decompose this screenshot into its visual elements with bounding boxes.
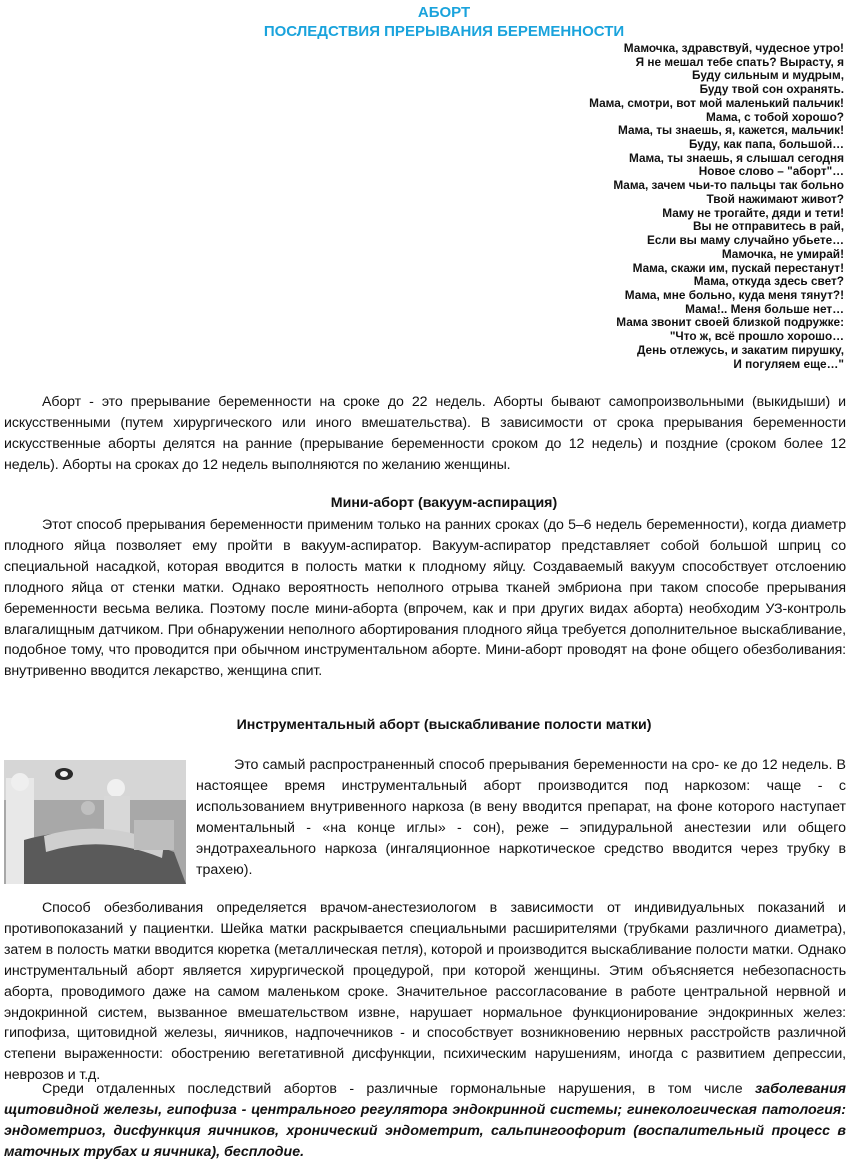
mini-abort-heading: Мини-аборт (вакуум-аспирация) <box>330 495 558 511</box>
poem-line: Мама, скажи им, пускай перестанут! <box>632 260 844 275</box>
poem-line: Мама!.. Меня больше нет… <box>685 301 844 316</box>
title-block <box>0 3 850 41</box>
poem-line: Маму не трогайте, дяди и тети! <box>662 205 844 220</box>
poem <box>424 42 844 371</box>
poem-line: И погуляем еще…" <box>733 356 844 371</box>
poem-line: Мама, с тобой хорошо? <box>705 109 844 124</box>
poem-line: Я не мешал тебе спать? Вырасту, я <box>635 54 844 69</box>
poem-line: Мамочка, не умирай! <box>721 246 844 261</box>
poem-line: День отлежусь, и закатим пирушку, <box>636 342 844 357</box>
operation-photo-image <box>4 760 186 884</box>
poem-line: Буду твой сон охранять. <box>699 82 844 97</box>
operation-photo <box>4 760 186 884</box>
page-title: АБОРТ <box>417 4 471 21</box>
poem-line: Буду сильным и мудрым, <box>692 68 844 83</box>
poem-line: Мама, ты знаешь, я, кажется, мальчик! <box>617 123 844 138</box>
poem-line: Если вы маму случайно убьете… <box>647 233 844 248</box>
intro-paragraph: Аборт - это прерывание беременности на сроке до 22 недель. Аборты бывают самопроизвольными (выкидыши) и искусственными (путем хирургического или иного вмешательства). В зависимости от срока прерывания беременности искусственные аборты делятся на ранние (прерывание беременности сроком до 12 недель) и поздние (сроком более 12 недель). Аборты на сроках до 12 недель выполняются по желанию женщины. <box>4 394 846 473</box>
poem-line: Буду, как папа, большой… <box>688 137 844 152</box>
poem-line: Твой нажимают живот? <box>706 191 844 206</box>
instrumental-heading: Инструментальный аборт (выскабливание полости матки) <box>236 717 652 733</box>
poem-line: Мама, ты знаешь, я слышал сегодня <box>629 150 844 165</box>
instrumental-paragraph: Способ обезболивания определяется врачом-анестезиологом в зависимости от индивидуальных показаний и противопоказаний у пациентки. Шейка матки раскрывается специальными расширителями (трубками различного диаметра), затем в полость матки вводится кюретка (металлическая петля), которой и производится выскабливание полости матки. Однако инструментальный аборт является хирургической процедурой, при которой женщины. Этим объясняется небезопасность аборта, проводимого даже на самом маленьком сроке. Значительное рассогласование в работе центральной нервной и эндокринной систем, вызванное вмешательством извне, нарушает нормальное функционирование эндокринных желез: гипофиза, щитовидной железы, яичников, надпочечников - и способствует возникновению нервных расстройств различной степени выраженности: обострению вегетативной дисфункции, психическим нарушениям, иногда с развитием депрессии, неврозов и т.д. <box>4 900 846 1084</box>
poem-line: Мама, мне больно, куда меня тянут?! <box>624 287 844 302</box>
mini-abort-paragraph: Этот способ прерывания беременности применим только на ранних сроках (до 5–6 недель беременности), когда диаметр плодного яйца позволяет ему пройти в вакуум-аспиратор. Вакуум-аспиратор представляет собой большой шприц со специальной насадкой, которая вводится в полость матки к плодному яйцу. Создаваемый вакуум способствует отслоению плодного яйца от стенки матки. Однако вероятность неполного отрыва тканей эмбриона при таком способе прерывания беременности весьма велика. Поэтому после мини-аборта (впрочем, как и при других видах аборта) необходим УЗ-контроль влагалищным датчиком. При обнаружении неполного абортирования плодного яйца требуется дополнительное выскабливание, подобное тому, что проводится при обычном инструментальном аборте. Мини-аборт проводят на фоне общего обезболивания: внутривенно вводится лекарство, женщина спит. <box>4 517 846 680</box>
poem-line: Мама, зачем чьи-то пальцы так больно <box>613 178 844 193</box>
consequences-emphasis: заболевания щитовидной железы, гипофиза - центрального регулятора эндокринной системы; гинекологическая патология: эндометриоз, дисфункция яичников, хронический эндометрит, сальпингоофорит (воспалительный процесс в маточных трубах и яичника), бесплодие. <box>4 1081 846 1160</box>
poem-line: Мама, откуда здесь свет? <box>693 274 844 289</box>
consequences-plain: Среди отдаленных последствий абортов - различные гормональные нарушения, в том числе <box>42 1081 743 1097</box>
consequences-paragraph <box>4 1079 846 1163</box>
poem-line: Новое слово – "аборт"… <box>698 164 844 179</box>
poem-line: "Что ж, всё прошло хорошо… <box>669 329 844 344</box>
page-subtitle: ПОСЛЕДСТВИЯ ПРЕРЫВАНИЯ БЕРЕМЕННОСТИ <box>263 23 625 40</box>
poem-line: Вы не отправитесь в рай, <box>692 219 844 234</box>
poem-line: Мама, смотри, вот мой маленький пальчик! <box>589 95 844 110</box>
poem-line: Мама звонит своей близкой подружке: <box>616 315 844 330</box>
poem-line: Мамочка, здравствуй, чудесное утро! <box>623 41 844 55</box>
instrumental-paragraph-by-photo: Это самый распространенный способ прерывания беременности на сро- ке до 12 недель. В настоящее время инструментальный аборт производится под наркозом: чаще - с использованием внутривенного наркоза (в вену вводится препарат, на фоне которого наступает моментальный - «на конце иглы» - сон), реже – эпидуральной анестезии или общего эндотрахеального наркоза (ингаляционное наркотическое средство вводится через трубку в трахею). <box>196 757 846 878</box>
